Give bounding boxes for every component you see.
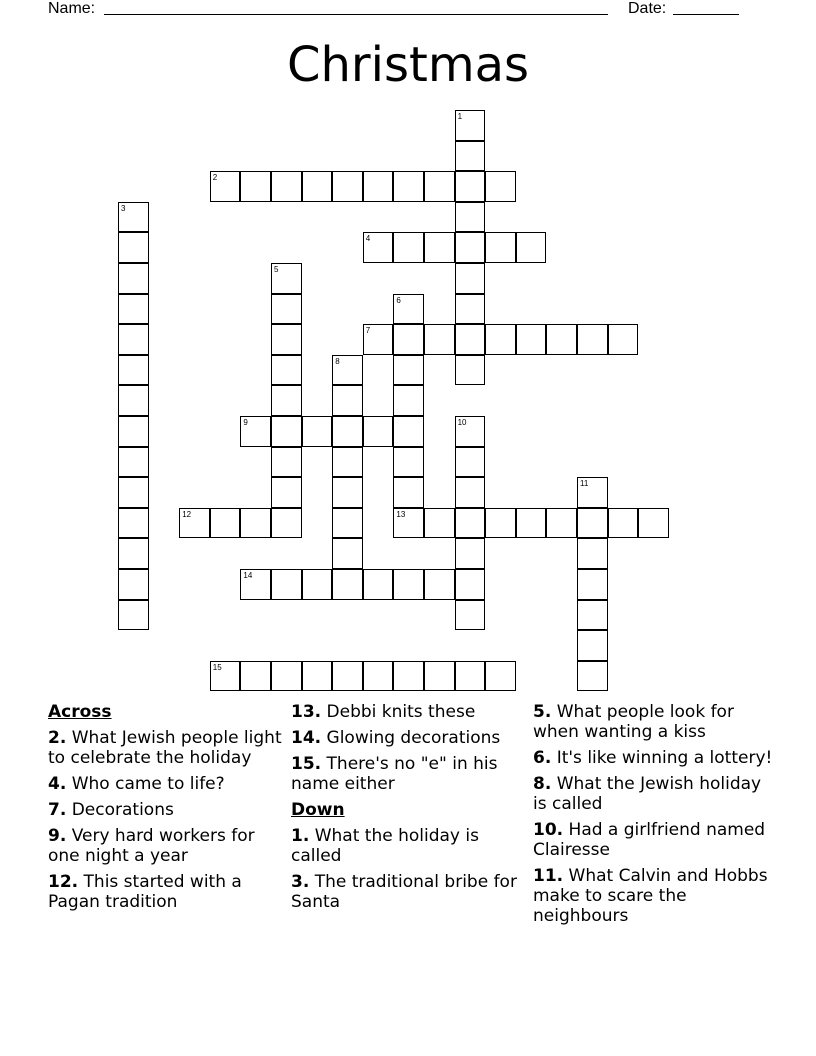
clue-number: 5. bbox=[533, 702, 552, 722]
grid-cell[interactable] bbox=[332, 508, 363, 539]
grid-cell[interactable] bbox=[210, 661, 241, 692]
clue-number: 10. bbox=[533, 820, 564, 840]
across-clue bbox=[48, 872, 284, 912]
grid-cell[interactable] bbox=[393, 661, 424, 692]
grid-cell[interactable] bbox=[271, 416, 302, 447]
grid-cell[interactable] bbox=[118, 294, 149, 325]
clue-number: 1. bbox=[291, 826, 310, 846]
grid-cell[interactable] bbox=[118, 324, 149, 355]
grid-cell[interactable] bbox=[271, 171, 302, 202]
grid-cell[interactable] bbox=[302, 569, 333, 600]
cell-number: 3 bbox=[121, 203, 126, 213]
down-clue bbox=[533, 820, 773, 860]
clue-column-3 bbox=[533, 702, 773, 932]
grid-cell[interactable] bbox=[118, 508, 149, 539]
grid-cell[interactable] bbox=[516, 232, 547, 263]
grid-cell[interactable] bbox=[271, 324, 302, 355]
clue-number: 6. bbox=[533, 748, 552, 768]
clue-text: Debbi knits these bbox=[326, 702, 476, 722]
clue-text: What the holiday is called bbox=[291, 826, 479, 866]
grid-cell[interactable] bbox=[332, 447, 363, 478]
clue-text: Very hard workers for one night a year bbox=[48, 826, 255, 866]
clue-text: Who came to life? bbox=[71, 774, 225, 794]
grid-cell[interactable] bbox=[485, 324, 516, 355]
grid-cell[interactable] bbox=[424, 569, 455, 600]
grid-cell[interactable] bbox=[363, 324, 394, 355]
grid-cell[interactable] bbox=[516, 508, 547, 539]
cell-number: 1 bbox=[457, 112, 463, 121]
grid-cell[interactable] bbox=[118, 600, 149, 631]
grid-cell[interactable] bbox=[271, 508, 302, 539]
clue-number: 14. bbox=[291, 728, 322, 748]
cell-number: 9 bbox=[243, 418, 248, 427]
grid-cell[interactable] bbox=[577, 600, 608, 631]
cell-number: 12 bbox=[182, 509, 192, 519]
grid-cell[interactable] bbox=[118, 477, 149, 508]
name-field[interactable] bbox=[104, 14, 608, 15]
grid-cell[interactable] bbox=[271, 447, 302, 478]
grid-cell[interactable] bbox=[638, 508, 669, 539]
date-field[interactable] bbox=[673, 14, 739, 15]
down-clue bbox=[533, 702, 773, 742]
name-label: Name: bbox=[48, 0, 96, 17]
grid-cell[interactable] bbox=[485, 508, 516, 539]
grid-cell[interactable] bbox=[577, 324, 608, 355]
grid-cell[interactable] bbox=[302, 661, 333, 692]
grid-cell[interactable] bbox=[332, 416, 363, 447]
grid-cell[interactable] bbox=[455, 324, 486, 355]
grid-cell[interactable] bbox=[455, 294, 486, 325]
clue-number: 9. bbox=[48, 826, 67, 846]
grid-cell[interactable] bbox=[455, 447, 486, 478]
clue-number: 8. bbox=[533, 774, 552, 794]
clue-text: It's like winning a lottery! bbox=[556, 748, 773, 768]
grid-cell[interactable] bbox=[118, 385, 149, 416]
grid-cell[interactable] bbox=[393, 232, 424, 263]
clue-text: What Calvin and Hobbs make to scare the neighbours bbox=[533, 866, 768, 926]
worksheet-header bbox=[48, 0, 768, 22]
grid-cell[interactable] bbox=[577, 538, 608, 569]
cell-number: 4 bbox=[365, 234, 371, 244]
down-clue bbox=[533, 774, 773, 814]
clue-text: What people look for when wanting a kiss bbox=[533, 702, 734, 742]
grid-cell[interactable] bbox=[546, 508, 577, 539]
cell-number: 8 bbox=[335, 356, 340, 366]
grid-cell[interactable] bbox=[179, 508, 210, 539]
clue-number: 15. bbox=[291, 754, 322, 774]
grid-cell[interactable] bbox=[240, 661, 271, 692]
clue-text: Had a girlfriend named Clairesse bbox=[533, 820, 766, 860]
grid-cell[interactable] bbox=[271, 477, 302, 508]
cell-number: 11 bbox=[580, 479, 589, 489]
grid-cell[interactable] bbox=[424, 171, 455, 202]
grid-cell[interactable] bbox=[271, 355, 302, 386]
across-clue bbox=[48, 774, 284, 794]
grid-cell[interactable] bbox=[118, 447, 149, 478]
clue-number: 4. bbox=[48, 774, 67, 794]
grid-cell[interactable] bbox=[118, 569, 149, 600]
grid-cell[interactable] bbox=[118, 202, 149, 233]
clue-text: Glowing decorations bbox=[326, 728, 501, 748]
across-clue bbox=[48, 800, 284, 820]
cell-number: 2 bbox=[212, 173, 218, 183]
grid-cell[interactable] bbox=[608, 508, 639, 539]
across-clue bbox=[291, 754, 527, 794]
across-heading: Across bbox=[48, 702, 112, 722]
grid-cell[interactable] bbox=[424, 661, 455, 692]
grid-cell[interactable] bbox=[577, 477, 608, 508]
grid-cell[interactable] bbox=[271, 294, 302, 325]
grid-cell[interactable] bbox=[608, 324, 639, 355]
grid-cell[interactable] bbox=[332, 171, 363, 202]
grid-cell[interactable] bbox=[455, 355, 486, 386]
grid-cell[interactable] bbox=[118, 232, 149, 263]
grid-cell[interactable] bbox=[271, 385, 302, 416]
grid-cell[interactable] bbox=[455, 416, 486, 447]
grid-cell[interactable] bbox=[393, 355, 424, 386]
grid-cell[interactable] bbox=[393, 569, 424, 600]
grid-cell[interactable] bbox=[393, 171, 424, 202]
grid-cell[interactable] bbox=[363, 416, 394, 447]
grid-cell[interactable] bbox=[332, 477, 363, 508]
clue-text: What the Jewish holiday is called bbox=[533, 774, 762, 814]
grid-cell[interactable] bbox=[271, 661, 302, 692]
grid-cell[interactable] bbox=[455, 171, 486, 202]
grid-cell[interactable] bbox=[455, 600, 486, 631]
cell-number: 13 bbox=[396, 509, 406, 519]
clue-number: 7. bbox=[48, 800, 67, 820]
grid-cell[interactable] bbox=[485, 171, 516, 202]
grid-cell[interactable] bbox=[393, 447, 424, 478]
grid-cell[interactable] bbox=[455, 110, 486, 141]
grid-cell[interactable] bbox=[271, 263, 302, 294]
across-clue bbox=[291, 728, 527, 748]
grid-cell[interactable] bbox=[577, 630, 608, 661]
grid-cell[interactable] bbox=[302, 171, 333, 202]
grid-cell[interactable] bbox=[240, 569, 271, 600]
date-label: Date: bbox=[628, 0, 667, 17]
grid-cell[interactable] bbox=[455, 569, 486, 600]
clue-number: 12. bbox=[48, 872, 79, 892]
grid-cell[interactable] bbox=[546, 324, 577, 355]
across-clue bbox=[48, 826, 284, 866]
down-clue bbox=[291, 826, 527, 866]
grid-cell[interactable] bbox=[393, 324, 424, 355]
grid-cell[interactable] bbox=[210, 508, 241, 539]
cell-number: 14 bbox=[243, 571, 253, 580]
clue-number: 3. bbox=[291, 872, 310, 892]
cell-number: 10 bbox=[457, 418, 467, 427]
cell-number: 15 bbox=[212, 662, 222, 672]
grid-cell[interactable] bbox=[118, 538, 149, 569]
clue-text: Decorations bbox=[71, 800, 174, 820]
grid-cell[interactable] bbox=[240, 171, 271, 202]
down-clue bbox=[533, 866, 773, 926]
down-heading: Down bbox=[291, 800, 345, 820]
clue-column-2 bbox=[291, 702, 527, 918]
grid-cell[interactable] bbox=[424, 232, 455, 263]
across-clue bbox=[291, 702, 527, 722]
down-clue bbox=[533, 748, 773, 768]
clue-number: 13. bbox=[291, 702, 322, 722]
grid-cell[interactable] bbox=[393, 385, 424, 416]
clue-text: There's no "e" in his name either bbox=[291, 754, 498, 794]
grid-cell[interactable] bbox=[455, 263, 486, 294]
grid-cell[interactable] bbox=[455, 232, 486, 263]
grid-cell[interactable] bbox=[424, 508, 455, 539]
grid-cell[interactable] bbox=[118, 355, 149, 386]
grid-cell[interactable] bbox=[393, 416, 424, 447]
cell-number: 6 bbox=[396, 295, 401, 305]
grid-cell[interactable] bbox=[516, 324, 547, 355]
grid-cell[interactable] bbox=[577, 569, 608, 600]
grid-cell[interactable] bbox=[332, 661, 363, 692]
grid-cell[interactable] bbox=[363, 171, 394, 202]
clue-text: This started with a Pagan tradition bbox=[48, 872, 242, 912]
grid-cell[interactable] bbox=[455, 202, 486, 233]
across-clue bbox=[48, 728, 284, 768]
clue-number: 2. bbox=[48, 728, 67, 748]
cell-number: 7 bbox=[365, 326, 371, 336]
page-title: Christmas bbox=[286, 37, 529, 93]
grid-cell[interactable] bbox=[485, 661, 516, 692]
grid-cell[interactable] bbox=[240, 416, 271, 447]
grid-cell[interactable] bbox=[240, 508, 271, 539]
grid-cell[interactable] bbox=[393, 508, 424, 539]
grid-cell[interactable] bbox=[455, 477, 486, 508]
grid-cell[interactable] bbox=[332, 385, 363, 416]
clue-column-1 bbox=[48, 702, 284, 918]
clue-text: The traditional bribe for Santa bbox=[291, 872, 517, 912]
grid-cell[interactable] bbox=[455, 508, 486, 539]
grid-cell[interactable] bbox=[271, 569, 302, 600]
grid-cell[interactable] bbox=[455, 538, 486, 569]
grid-cell[interactable] bbox=[210, 171, 241, 202]
grid-cell[interactable] bbox=[455, 661, 486, 692]
grid-cell[interactable] bbox=[363, 661, 394, 692]
clue-text: What Jewish people light to celebrate the holiday bbox=[48, 728, 282, 768]
grid-cell[interactable] bbox=[332, 569, 363, 600]
grid-cell[interactable] bbox=[485, 232, 516, 263]
down-clue bbox=[291, 872, 527, 912]
clue-number: 11. bbox=[533, 866, 564, 886]
grid-cell[interactable] bbox=[363, 232, 394, 263]
grid-cell[interactable] bbox=[332, 355, 363, 386]
grid-cell[interactable] bbox=[455, 141, 486, 172]
grid-cell[interactable] bbox=[393, 294, 424, 325]
grid-cell[interactable] bbox=[393, 477, 424, 508]
grid-cell[interactable] bbox=[118, 263, 149, 294]
grid-cell[interactable] bbox=[363, 569, 394, 600]
grid-cell[interactable] bbox=[302, 416, 333, 447]
cell-number: 5 bbox=[274, 265, 279, 274]
grid-cell[interactable] bbox=[424, 324, 455, 355]
grid-cell[interactable] bbox=[577, 508, 608, 539]
grid-cell[interactable] bbox=[577, 661, 608, 692]
grid-cell[interactable] bbox=[332, 538, 363, 569]
grid-cell[interactable] bbox=[118, 416, 149, 447]
